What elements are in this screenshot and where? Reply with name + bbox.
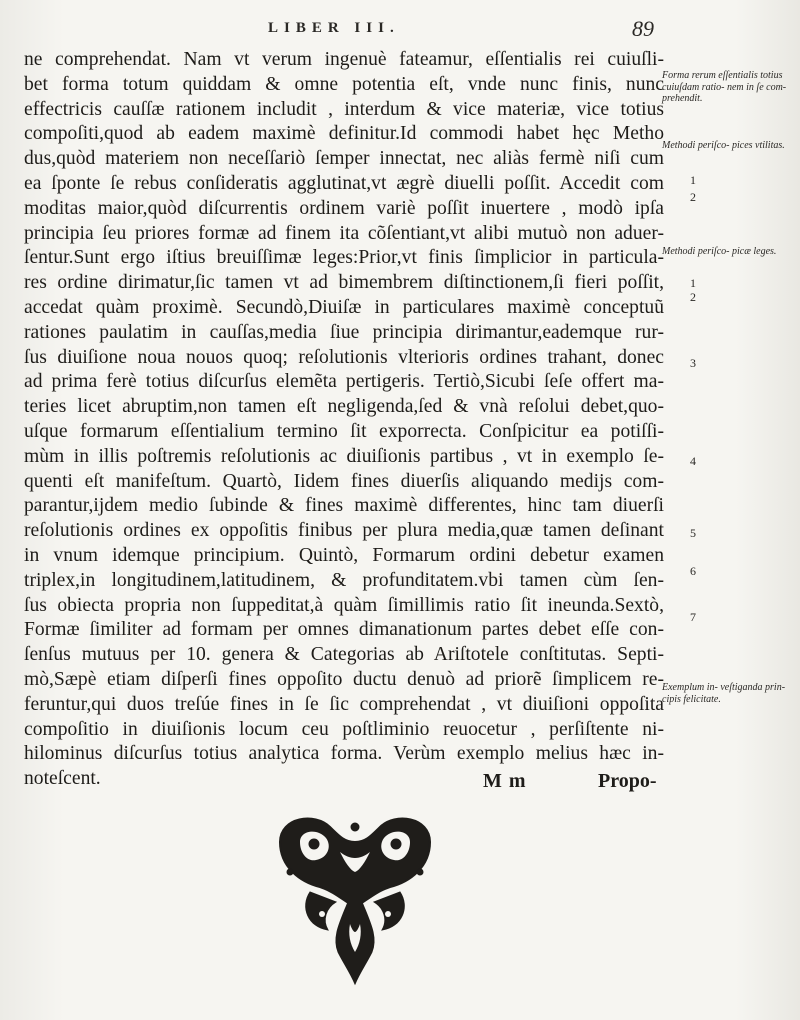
body-line: quenti eſt manifeſtum. Quartò, Iidem fines diuerſis aliquando medijs com- xyxy=(24,470,664,492)
margin-note: Forma rerum eſſentialis totius cuiuſdam ratio- nem in ſe com- prehendit. xyxy=(662,70,787,104)
body-line: dus,quòd materiem non neceſſariò ſemper innectat, nec aliàs fermè niſi cum xyxy=(24,148,664,170)
body-line: parantur,ijdem medio ſubinde & fines maximè differentes, hinc tam diuerſi xyxy=(24,495,664,517)
body-line: mò,Sæpè etiam diſperſi fines oppoſito ductu denuò ad priorẽ ſimplicem re- xyxy=(24,668,664,690)
body-line: effectricis cauſſæ rationem includit , interdum & vice materiæ, vice totius xyxy=(24,98,664,120)
body-line: ne comprehendat. Nam vt verum ingenuè fateamur, eſſentialis rei cuiuſli- xyxy=(24,49,664,70)
body-line: in vnum idemque principium. Quintò, Formarum ordini debetur examen xyxy=(24,544,664,566)
body-line: bet forma totum quiddam & omne potentia eſt, vnde nunc finis, nunc xyxy=(24,73,664,95)
body-line: Formæ ſimiliter ad formam per omnes dimanationum partes debet eſſe con- xyxy=(24,619,664,641)
body-line: principia ſeu priores formæ ad finem ita cõſentiant,vt alibi mutuò non aduer- xyxy=(24,222,664,244)
margin-number: 1 xyxy=(690,276,696,290)
margin-number: 2 xyxy=(690,290,696,304)
body-line: ea ſponte ſe rebus conſideratis agglutinat,vt ægrè diuelli poſſit. Accedit com xyxy=(24,172,664,194)
body-line: ſus diuiſione noua nouos quoq; reſolutionis vlterioris ordines trahant, donec xyxy=(24,346,664,368)
margin-number: 6 xyxy=(690,564,696,578)
margin-number: 1 xyxy=(690,173,696,187)
body-line: rationes paulatim in cauſſas,media ſiue principia dirimantur,eademque rur- xyxy=(24,321,664,343)
margin-notes xyxy=(662,0,798,1020)
body-line: hilominus diſcurſus totius analytica forma. Verùm exemplo melius hæc in- xyxy=(24,743,664,765)
body-line: ſenſus mutuus per 10. genera & Categorias ab Ariſtotele conſtitutas. Septi- xyxy=(24,644,664,666)
body-line: uſque formarum eſſentialium termino ſit exporrecta. Conſpicitur ea potiſſi- xyxy=(24,420,664,442)
signature-mark: M m xyxy=(483,770,527,792)
book-section-title: LIBER III. xyxy=(268,20,400,36)
body-text xyxy=(24,48,664,792)
body-line: accedat quàm proximè. Secundò,Diuiſæ in particulares maximè conceptuũ xyxy=(24,296,664,318)
body-line: mùm in illis poſtremis reſolutionis ac diuiſionis partibus , vt in exemplo ſe- xyxy=(24,445,664,467)
fleuron-ornament xyxy=(270,812,440,987)
margin-number: 7 xyxy=(690,610,696,624)
margin-note: Methodi periſco- picæ leges. xyxy=(662,246,777,257)
margin-number: 3 xyxy=(690,356,696,370)
margin-number: 5 xyxy=(690,526,696,540)
body-line: ſus obiecta propria non ſuppeditat,à quàm ſimillimis ratio ſit ineunda.Sextò, xyxy=(24,594,664,616)
body-line: ad prima ferè totius diſcurſus elemẽta pertigeris. Tertiò,Sicubi ſeſe offert ma- xyxy=(24,371,664,393)
body-line: feruntur,qui duos treſúe fines in ſe ſic comprehendat , vt diuiſioni oppoſita xyxy=(24,693,664,715)
body-line: moditas maior,quòd diſcurrentis ordinem variè poſſit inuertere , modò ipſa xyxy=(24,197,664,219)
body-line: teries licet abruptim,non tamen eſt negligenda,ſed & vnà reſolui debet,quo- xyxy=(24,396,664,418)
page-number: 89 xyxy=(632,16,654,41)
body-line: noteſcent. xyxy=(24,768,101,790)
body-line: compoſiti,quod ab eadem maximè definitur.Id commodi habet hęc Metho xyxy=(24,123,664,145)
margin-note: Methodi periſco- pices vtilitas. xyxy=(662,140,785,151)
body-line: ſentur.Sunt ergo iſtius breuiſſimæ leges:Prior,vt finis ſimplicior in particula- xyxy=(24,247,664,269)
margin-number: 2 xyxy=(690,190,696,204)
margin-number: 4 xyxy=(690,454,696,468)
body-line: reſolutionis ordines ex oppoſitis finibus per plura media,quæ tamen deſinant xyxy=(24,520,664,542)
body-line: compoſitio in diuiſionis locum ceu poſtliminio reuocetur , perſiſtente ni- xyxy=(24,718,664,740)
catchword: Propo- xyxy=(598,770,657,792)
body-line: res ordine dirimatur,ſic tamen vt ad bimembrem diſtinctionem,ſi fieri poſſit, xyxy=(24,272,664,294)
body-line: triplex,in longitudinem,latitudinem, & profunditatem.vbi tamen cùm ſen- xyxy=(24,569,664,591)
margin-note: Exemplum in- veſtiganda prin- cipis felicitate. xyxy=(662,682,786,705)
